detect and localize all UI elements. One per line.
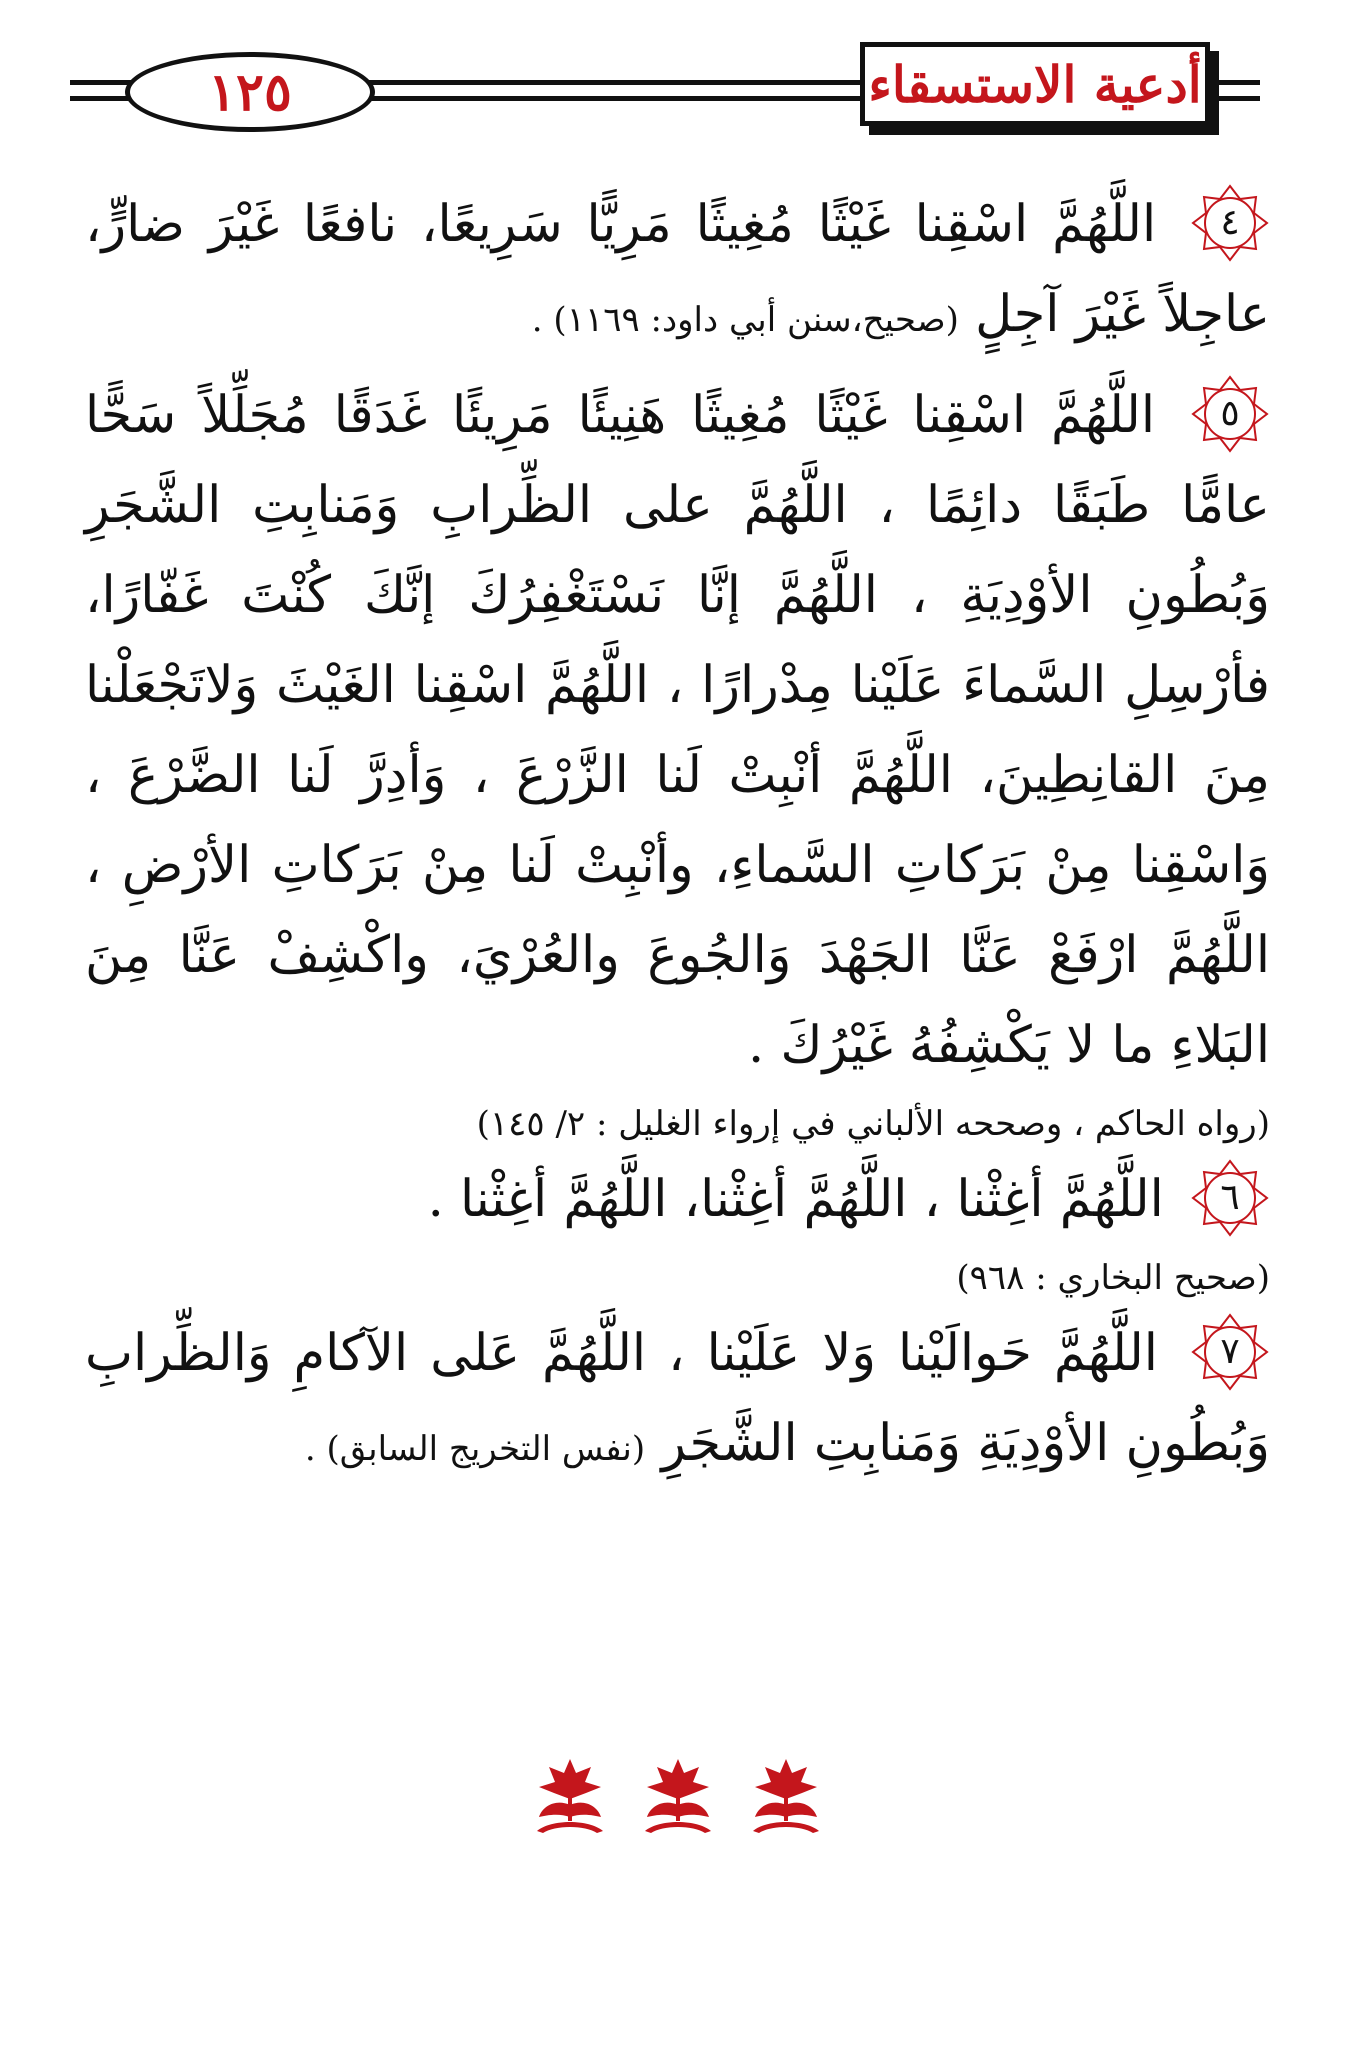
dua-source: (صحيح،سنن أبي داود: ١١٦٩) . [531,300,959,340]
dua-source: (نفس التخريج السابق) . [304,1429,646,1469]
dua-number-badge [1190,374,1270,454]
dua-5 [85,371,1270,1091]
dua-number-badge [1190,1312,1270,1392]
dua-text: اللَّهُمَّ أغِثْنا ، اللَّهُمَّ أغِثْنا، اللَّهُمَّ أغِثْنا . [427,1170,1164,1229]
dua-text: اللَّهُمَّ اسْقِنا غَيْثًا مُغِيثًا مَرِيًّا سَرِيعًا، نافعًا غَيْرَ ضارٍّ، عاجِلاً غَيْرَ آجِلٍ [85,195,1270,344]
dua-number: ٦ [1220,1177,1240,1218]
page-body [85,180,1270,1494]
floral-ornament-icon [531,1755,609,1835]
floral-ornament-icon [639,1755,717,1835]
dua-source: (صحيح البخاري : ٩٦٨) [956,1258,1270,1298]
page-header [70,40,1260,150]
dua-7 [85,1309,1270,1494]
section-end-ornament [0,1755,1356,1835]
dua-number: ٧ [1220,1331,1240,1372]
page-number-badge [125,52,375,132]
chapter-title: أدعية الاستسقاء [868,54,1202,114]
dua-number: ٤ [1220,202,1240,243]
dua-number-badge [1190,183,1270,263]
floral-ornament-icon [747,1755,825,1835]
chapter-title-box [860,42,1210,126]
page-number: ١٢٥ [208,61,292,123]
dua-source: (رواه الحاكم ، وصححه الألباني في إرواء الغليل : ٢/ ١٤٥) [476,1104,1270,1144]
dua-number: ٥ [1220,393,1240,434]
dua-text: اللَّهُمَّ حَوالَيْنا وَلا عَلَيْنا ، اللَّهُمَّ عَلى الآكامِ وَالظِّرابِ وَبُطُونِ الأوْدِيَةِ وَمَنابِتِ الشَّجَرِ [85,1324,1270,1473]
dua-6 [85,1155,1270,1245]
dua-number-badge [1190,1158,1270,1238]
dua-text: اللَّهُمَّ اسْقِنا غَيْثًا مُغِيثًا هَنِيئًا مَرِيئًا غَدَقًا مُجَلِّلاً سَحًّا عامًّا طَبَقًا دائِمًا ، اللَّهُمَّ على الظِّرابِ وَمَنابِتِ الشَّجَرِ وَبُطُونِ الأوْدِيَةِ ، اللَّهُمَّ إنَّا نَسْتَغْفِرُكَ إنَّكَ كُنْتَ غَفّارًا، فأرْسِلِ السَّماءَ عَلَيْنا مِدْرارًا ، اللَّهُمَّ اسْقِنا الغَيْثَ وَلاتَجْعَلْنا مِنَ القانِطِينَ، اللَّهُمَّ أنْبِتْ لَنا الزَّرْعَ ، وَأدِرَّ لَنا الضَّرْعَ ، وَاسْقِنا مِنْ بَرَكاتِ السَّماءِ، وأنْبِتْ لَنا مِنْ بَرَكاتِ الأرْضِ ، اللَّهُمَّ ارْفَعْ عَنَّا الجَهْدَ وَالجُوعَ والعُرْيَ، واكْشِفْ عَنَّا مِنَ البَلاءِ ما لا يَكْشِفُهُ غَيْرُكَ . [85,386,1270,1075]
dua-4 [85,180,1270,365]
